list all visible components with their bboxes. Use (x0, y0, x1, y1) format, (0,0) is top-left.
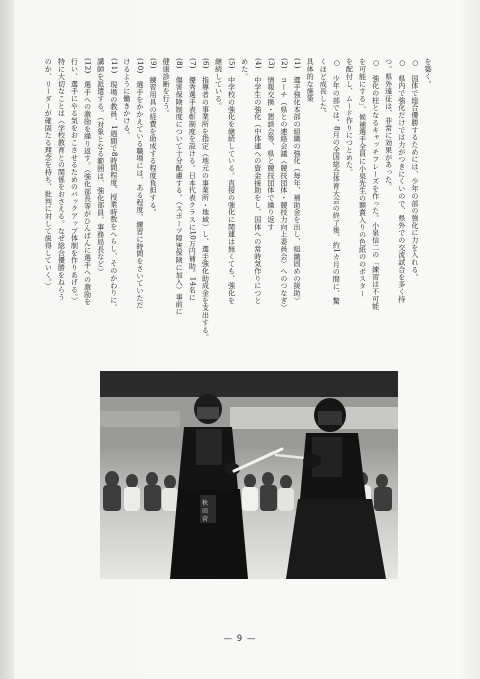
page-binding-edge (0, 0, 14, 679)
page-number: — 9 — (223, 634, 257, 644)
section-heading: 具体的な施策 (306, 58, 316, 103)
text-line: を築く。 (424, 58, 433, 88)
text-line: (2) コーチ（県との連絡会議（競技団体・競技力向上委員会）へのつなぎ） (279, 58, 289, 312)
window-band (230, 407, 398, 429)
text-line: を可能にする」、候補選手全員に小泉先生の額賞入りの色紙ののポスター (358, 58, 368, 297)
text-line: ○ 国体で総合優勝するためには、少年の部の強化に力を入れる。 (410, 58, 420, 281)
text-line: ○ 少年の部では、8月の全国総合体育大会の終了後、約1カ月の間に、驚 (332, 58, 342, 305)
text-line: を配付し、ムード作りにつとめた。 (345, 58, 355, 176)
text-line: 特に大切なことは（学校教育との関係をおさえる。なぜ総合優勝をねらう (57, 58, 67, 301)
text-line: (6) 指導者の事業所を指定（地元の事業所・地域）し、選手強化助成金を支出する。 (201, 58, 211, 341)
ceiling-band (100, 371, 398, 397)
text-line: 継続している。 (214, 58, 224, 110)
text-line: くほど成長した。 (319, 58, 329, 117)
vertical-body-text (44, 58, 435, 376)
svg-text:菅: 菅 (202, 516, 209, 523)
svg-text:秋: 秋 (202, 500, 209, 507)
text-line: ○ 県内で強化だけでは力がつきにくいので、県外での交流試合を多く持 (397, 58, 407, 303)
text-line: (8) 傷害保険制度について十分配慮する。（スポーツ障害保険に加入）事前に (175, 58, 185, 316)
text-line: ○ 強化の柱となるキャッチフレーズを作った。小泉信二の「練習は不可能 (371, 58, 381, 310)
text-line: (7) 優秀選手表彰制度を設ける。日本代表クラスに10万円補助。14名に (188, 58, 198, 302)
text-line: 講師を派遣する。（対象となる範囲は、強化部員、事務局長など） (96, 58, 106, 275)
text-line: (9) 練習用具の経費を助成する程度負担する。 (149, 58, 159, 216)
text-line: (1) 選手強化本部の組織の強化（毎年、補助金を出し、組織固めの援助） (293, 58, 303, 304)
text-line: 行い、選手にやる気をおこさせるためのバックアップ体制を作りあげる。） (70, 58, 80, 305)
text-line: (5) 中学校の強化を継続している。直接の強化に関連は無くても、強化を (227, 58, 237, 304)
kendo-match-photo (100, 371, 398, 579)
text-line: (12) 選手への激励を繰り返す。（強化部長等がひんぱんに選手への激励を (83, 58, 93, 306)
text-line: めた。 (240, 58, 250, 81)
text-line: のか、リーダーが確固たる理念を持ち、批判に対して説得していく。） (44, 58, 54, 290)
text-line: (11) 現場の教員、1週間で8時間程度、授業時数をへらし、そのかわりに、 (109, 58, 119, 311)
window-band (100, 411, 180, 427)
text-line: (3) 情報交換・懇談会等、県と競技団体で繰り返す (266, 58, 276, 231)
text-line: けるように働きかける。 (122, 58, 132, 139)
text-line: (4) 中学生の強化（中体連への資金援助をし、国体への常時気作りにつと (253, 58, 263, 304)
text-line: 健康診断を行う。 (162, 58, 172, 117)
text-line: つ。県外遠征は、非常に効果があった。 (384, 58, 394, 191)
svg-text:田: 田 (202, 508, 209, 515)
text-line: (10) 選手をかかえている職場には、ある程度、練習に時間をさいていただ (135, 58, 145, 309)
